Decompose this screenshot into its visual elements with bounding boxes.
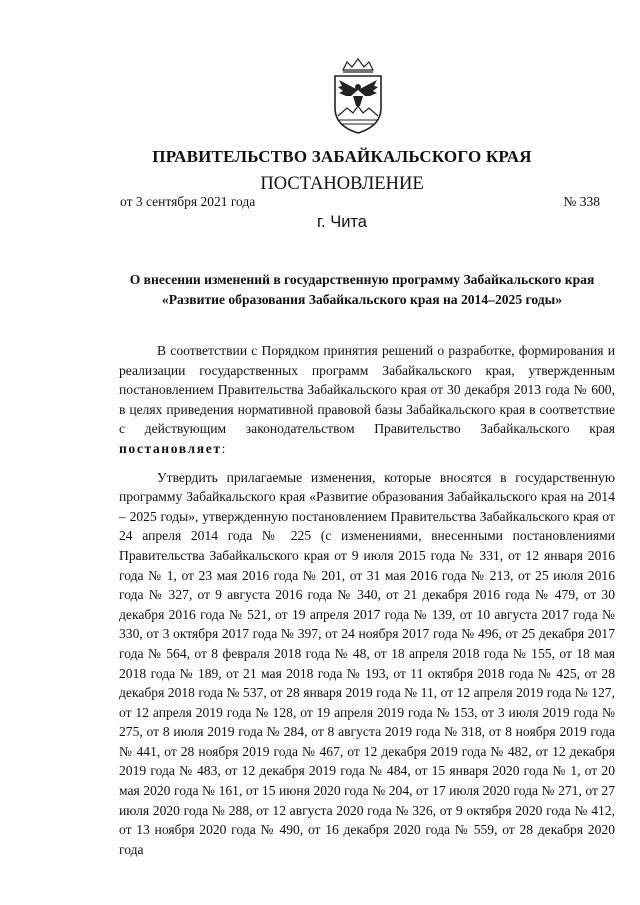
decree-word: постановляет bbox=[119, 440, 222, 456]
preamble-paragraph bbox=[119, 341, 615, 459]
coat-of-arms-icon bbox=[329, 56, 387, 136]
preamble-text: В соответствии с Порядком принятия решений о разработке, формирования и реализации государственных программ Забайкальского края, утвержденным постановлением Правительства Забайкальского края от 30 декабря 2013 года № 600, в целях приведения нормативной правовой базы Забайкальского края в соответствие с действующим законодательством Правительство Забайкальского края bbox=[119, 343, 615, 437]
document-number: № 338 bbox=[563, 194, 600, 209]
document-date: от 3 сентября 2021 года bbox=[120, 194, 256, 209]
document-subject: О внесении изменений в государственную программу Забайкальского края «Развитие образования Забайкальского края на 2014–2025 годы» bbox=[129, 272, 595, 307]
issuing-authority: ПРАВИТЕЛЬСТВО ЗАБАЙКАЛЬСКОГО КРАЯ bbox=[152, 147, 532, 166]
decision-paragraph: Утвердить прилагаемые изменения, которые вносятся в государственную программу Забайкальского края «Развитие образования Забайкальского края на 2014 – 2025 годы», утвержденную постановлением Правительства Забайкальского края от 24 апреля 2014 года № 225 (с изменениями, внесенными постановлениями Правительства Забайкальского края от 9 июля 2015 года № 331, от 12 января 2016 года № 1, от 23 мая 2016 года № 201, от 31 мая 2016 года № 213, от 25 июля 2016 года № 327, от 9 августа 2016 года № 340, от 21 декабря 2016 года № 479, от 30 декабря 2016 года № 521, от 19 апреля 2017 года № 139, от 10 августа 2017 года № 330, от 3 октября 2017 года № 397, от 24 ноября 2017 года № 496, от 25 декабря 2017 года № 564, от 8 февраля 2018 года № 48, от 18 апреля 2018 года № 155, от 18 мая 2018 года № 189, от 21 мая 2018 года № 193, от 11 октября 2018 года № 425, от 28 декабря 2018 года № 537, от 28 января 2019 года № 11, от 12 апреля 2019 года № 127, от 12 апреля 2019 года № 128, от 19 апреля 2019 года № 153, от 3 июля 2019 года № 275, от 8 июля 2019 года № 284, от 8 августа 2019 года № 318, от 8 ноября 2019 года № 441, от 28 ноября 2019 года № 467, от 12 декабря 2019 года № 482, от 12 декабря 2019 года № 483, от 12 декабря 2019 года № 484, от 15 января 2020 года № 1, от 20 мая 2020 года № 161, от 15 июня 2020 года № 204, от 17 июля 2020 года № 271, от 27 июля 2020 года № 288, от 12 августа 2020 года № 326, от 9 октября 2020 года № 412, от 13 ноября 2020 года № 490, от 16 декабря 2020 года № 559, от 28 декабря 2020 года bbox=[119, 469, 615, 857]
document-city: г. Чита bbox=[317, 213, 367, 231]
preamble-end: : bbox=[221, 440, 226, 456]
document-type: ПОСТАНОВЛЕНИЕ bbox=[260, 174, 424, 194]
document-body bbox=[119, 341, 615, 859]
